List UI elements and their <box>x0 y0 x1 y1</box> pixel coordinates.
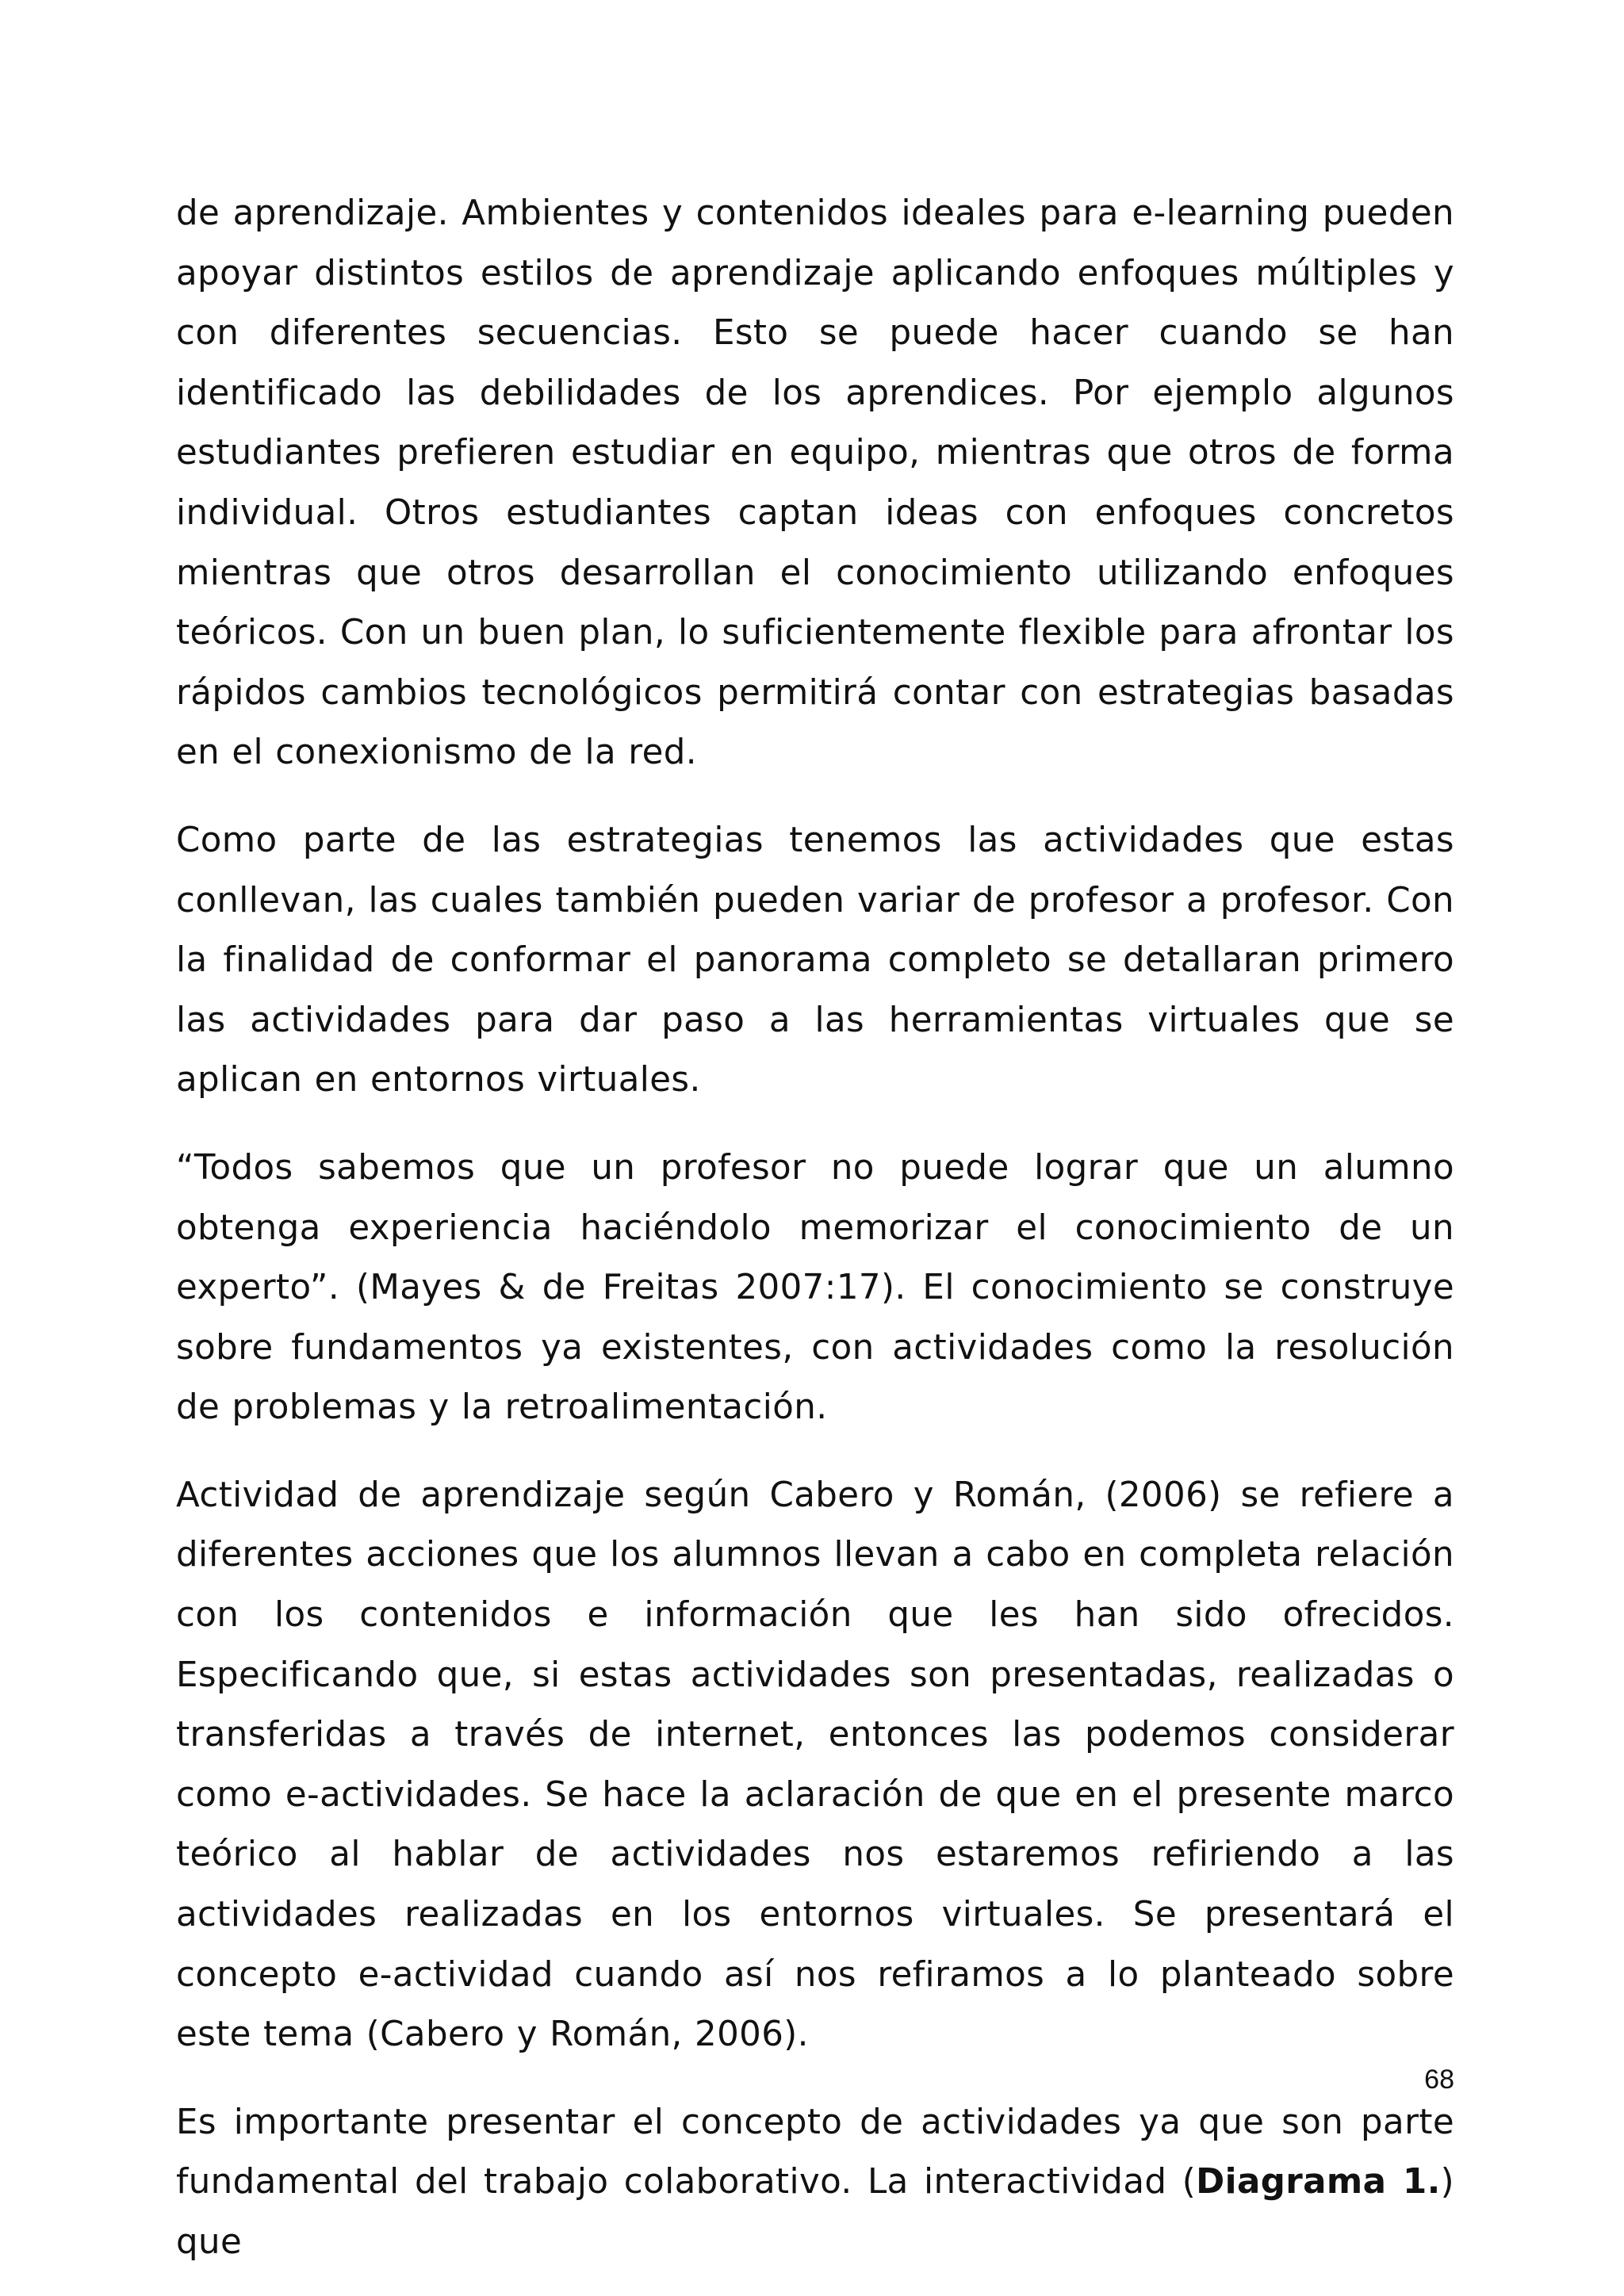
paragraph-strategies-activities: Como parte de las estrategias tenemos las actividades que estas conllevan, las cuales también pueden variar de profesor a profesor. Con la finalidad de conformar el panorama completo se detallaran primero las actividades para dar paso a las herramientas virtuales que se aplican en entornos virtuales. <box>176 820 1454 1100</box>
paragraph-text-before: Es importante presentar el concepto de actividades ya que son parte fundamental del trabajo colaborativo. La interactividad ( <box>176 2102 1454 2202</box>
paragraph-activities-concept <box>176 2093 1454 2273</box>
paragraph-text-after: ) que <box>176 2162 1454 2262</box>
paragraph-quote-mayes: “Todos sabemos que un profesor no puede lograr que un alumno obtenga experiencia haciéndolo memorizar el conocimiento de un experto”. (Mayes & de Freitas 2007:17). El conocimiento se construye sobre fundamentos ya existentes, con actividades como la resolución de problemas y la retroalimentación. <box>176 1147 1454 1428</box>
paragraph-learning-styles: de aprendizaje. Ambientes y contenidos ideales para e-learning pueden apoyar distintos estilos de aprendizaje aplicando enfoques múltiples y con diferentes secuencias. Esto se puede hacer cuando se han identificado las debilidades de los aprendices. Por ejemplo algunos estudiantes prefieren estudiar en equipo, mientras que otros de forma individual. Otros estudiantes captan ideas con enfoques concretos mientras que otros desarrollan el conocimiento utilizando enfoques teóricos. Con un buen plan, lo suficientemente flexible para afrontar los rápidos cambios tecnológicos permitirá contar con estrategias basadas en el conexionismo de la red. <box>176 193 1454 773</box>
diagram-reference: Diagrama 1. <box>1196 2162 1441 2202</box>
paragraph-cabero-roman: Actividad de aprendizaje según Cabero y Román, (2006) se refiere a diferentes acciones que los alumnos llevan a cabo en completa relación con los contenidos e información que les han sido ofrecidos. Especificando que, si estas actividades son presentadas, realizadas o transferidas a través de internet, entonces las podemos considerar como e-actividades. Se hace la aclaración de que en el presente marco teórico al hablar de actividades nos estaremos refiriendo a las actividades realizadas en los entornos virtuales. Se presentará el concepto e-actividad cuando así nos refiramos a lo planteado sobre este tema (Cabero y Román, 2006). <box>176 1475 1454 2055</box>
page-body <box>176 184 1454 2273</box>
page-number: 68 <box>1424 2064 1454 2095</box>
